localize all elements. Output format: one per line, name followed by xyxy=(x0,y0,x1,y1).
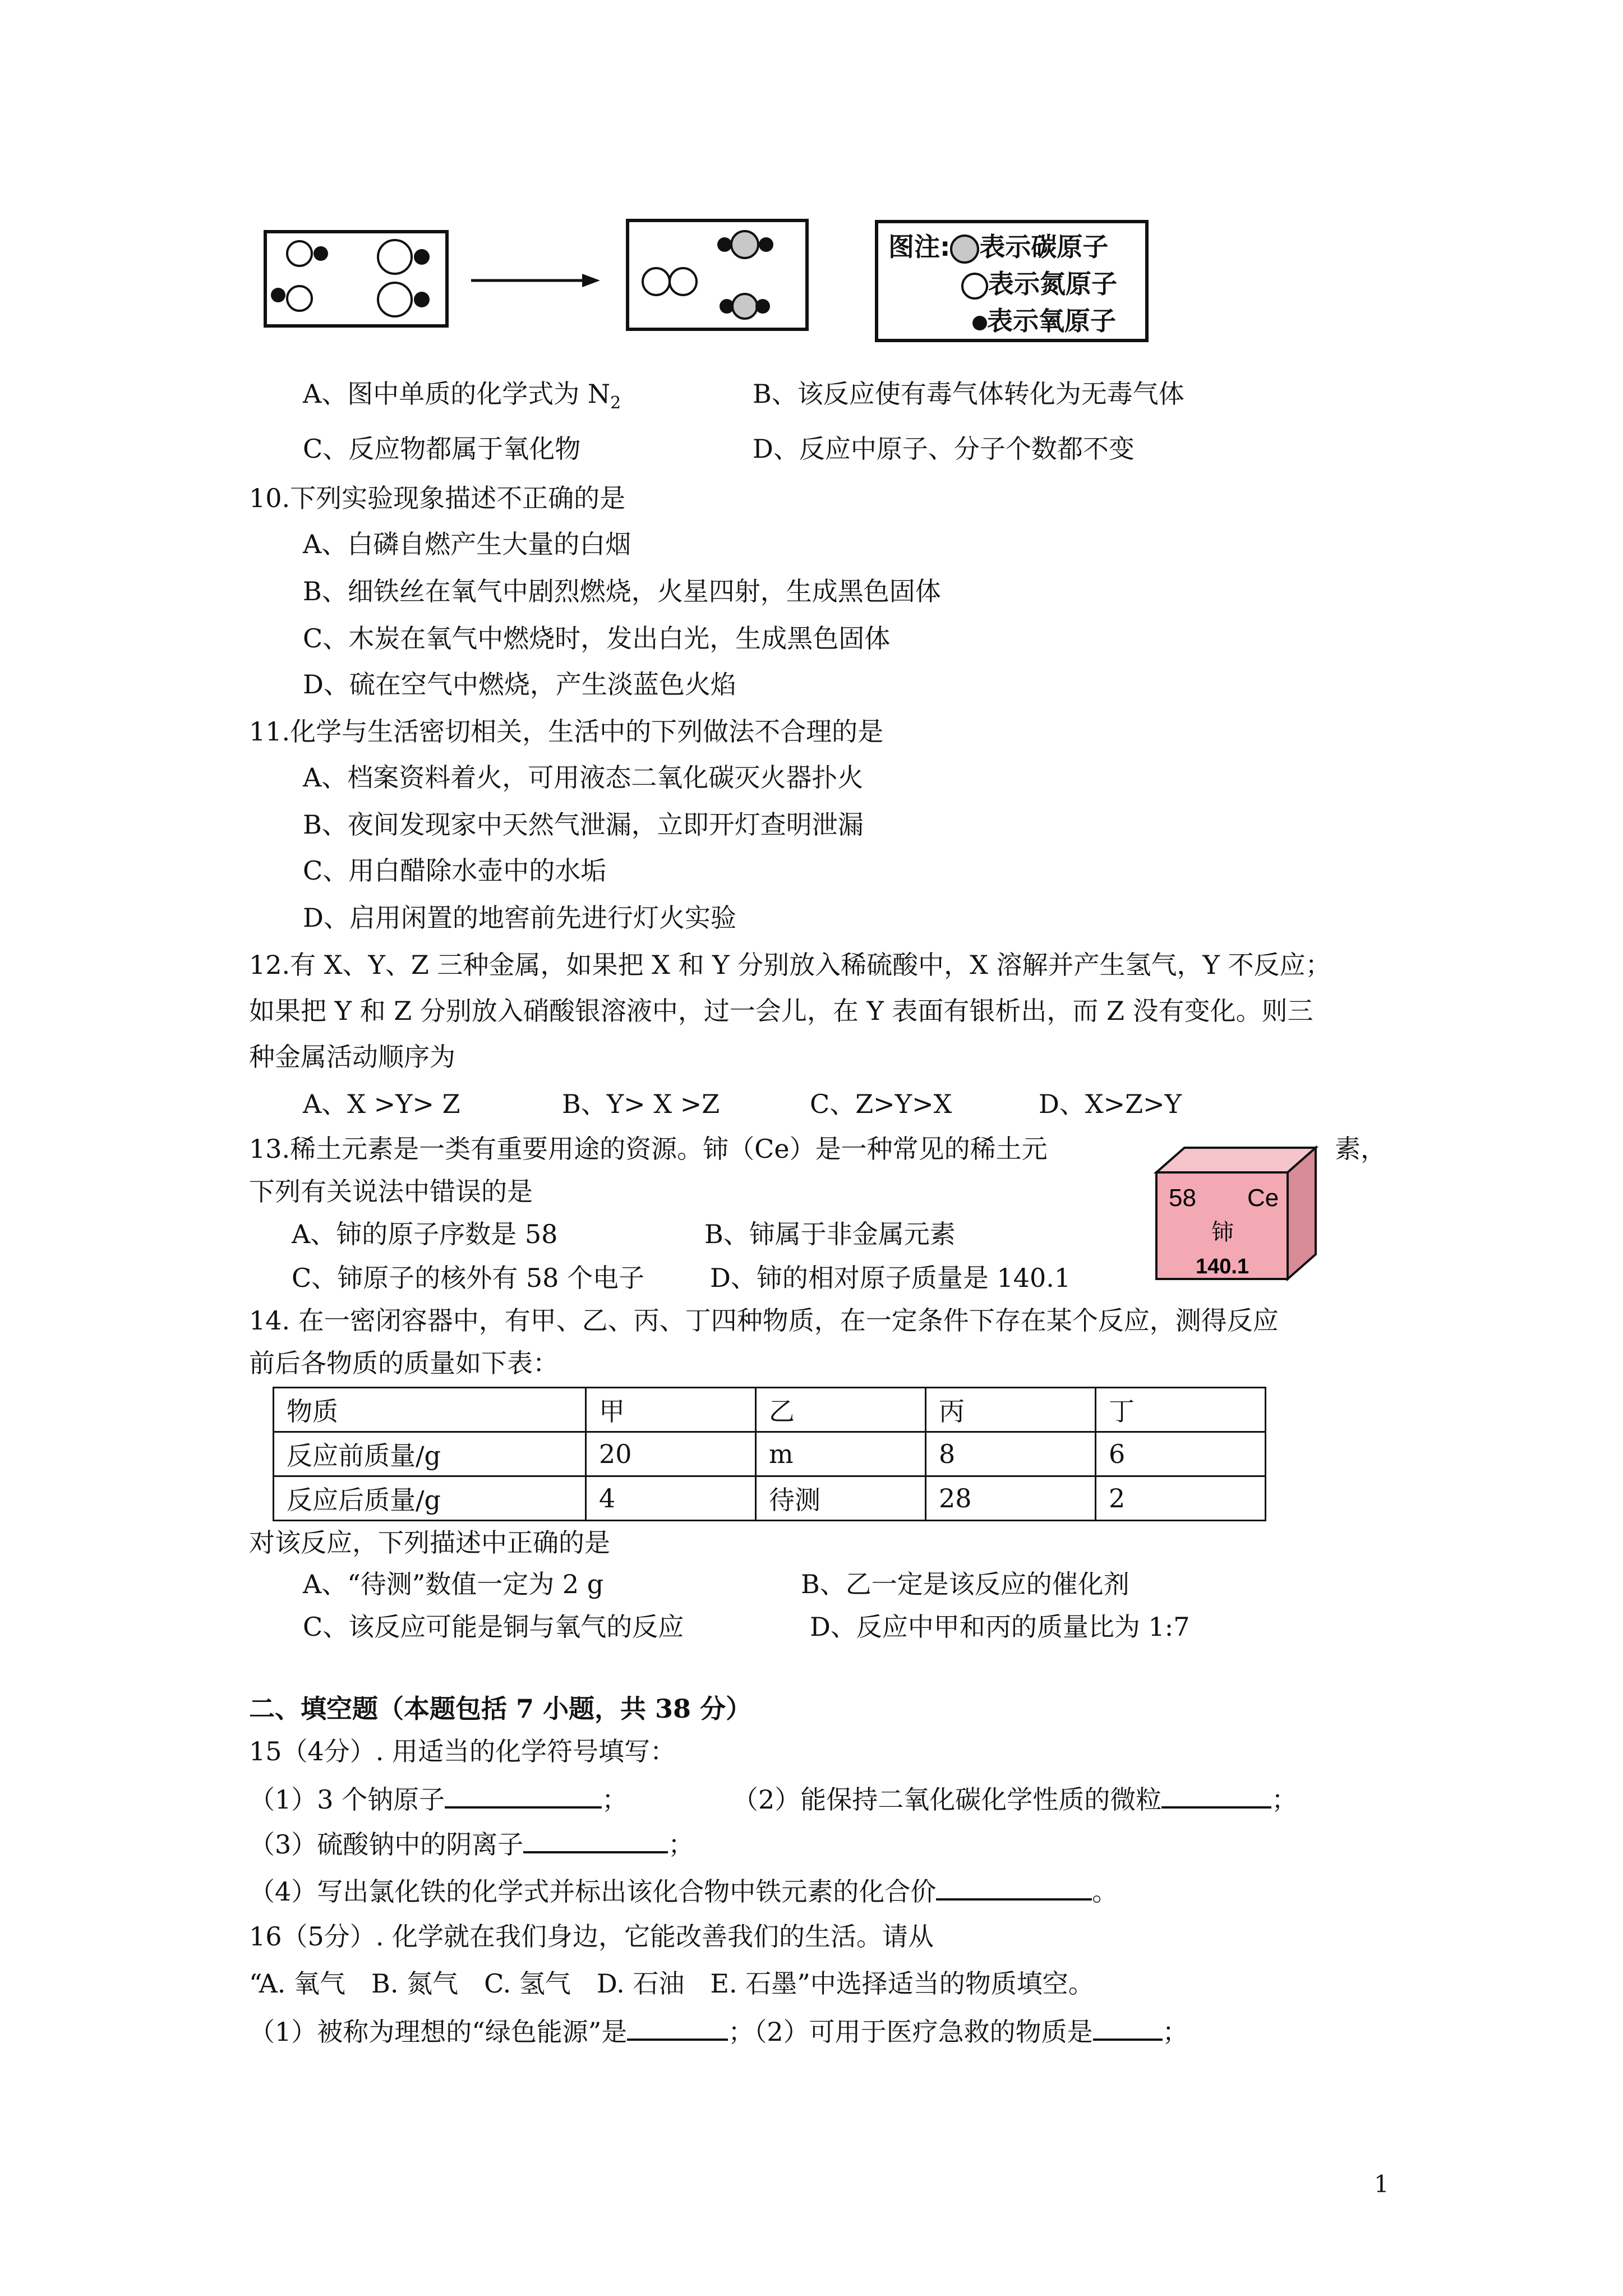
table-cell: 待测 xyxy=(756,1476,926,1521)
reactant-box xyxy=(264,230,449,328)
table-header-cell: 物质 xyxy=(274,1388,586,1432)
oxygen-atom xyxy=(414,249,430,265)
q13-line-1: 13.稀土元素是一类有重要用途的资源。铈（Ce）是一种常见的稀土元 xyxy=(249,1134,1048,1164)
legend-nitrogen: 表示氮原子 xyxy=(988,269,1117,299)
q13-option-c: C、铈原子的核外有 58 个电子 xyxy=(292,1263,644,1293)
answer-blank[interactable] xyxy=(1161,1782,1271,1809)
legend-carbon: 表示碳原子 xyxy=(979,232,1109,262)
q14-line-2: 前后各物质的质量如下表： xyxy=(249,1348,559,1378)
answer-blank[interactable] xyxy=(523,1826,668,1853)
q11-option-b: B、夜间发现家中天然气泄漏，立即开灯查明泄漏 xyxy=(303,809,864,840)
nitrogen-atom xyxy=(287,241,312,266)
oxygen-atom xyxy=(759,237,773,252)
carbon-atom-icon xyxy=(950,234,979,264)
oxygen-atom-icon xyxy=(972,316,987,330)
tile-atomic-number: 58 xyxy=(1169,1184,1196,1212)
oxygen-atom xyxy=(717,237,732,252)
section-2-title: 二、填空题（本题包括 7 小题，共 38 分） xyxy=(249,1694,752,1724)
tile-name: 铈 xyxy=(1211,1220,1234,1245)
oxygen-atom xyxy=(313,246,328,261)
nitrogen-atom-icon xyxy=(961,273,988,300)
tile-side-face xyxy=(1288,1148,1316,1279)
q12-option-c: C、Z>Y>X xyxy=(810,1089,952,1119)
q9-option-c: C、反应物都属于氧化物 xyxy=(303,434,581,464)
table-cell: 2 xyxy=(1096,1476,1266,1521)
table-cell: 20 xyxy=(586,1432,756,1476)
nitrogen-atom xyxy=(643,268,670,295)
table-header-cell: 甲 xyxy=(586,1388,756,1432)
oxygen-atom xyxy=(414,292,430,307)
table-cell: 8 xyxy=(926,1432,1096,1476)
answer-blank[interactable] xyxy=(1093,2014,1163,2041)
table-cell: 反应前质量/g xyxy=(274,1432,586,1476)
q9-option-a: A、图中单质的化学式为 $N_2$ xyxy=(303,379,621,413)
q13-option-d: D、铈的相对原子质量是 140.1 xyxy=(710,1263,1071,1293)
q10-option-a: A、白磷自燃产生大量的白烟 xyxy=(303,529,631,559)
table-header-cell: 丙 xyxy=(926,1388,1096,1432)
q11-stem: 11.化学与生活密切相关，生活中的下列做法不合理的是 xyxy=(249,716,884,747)
oxygen-atom xyxy=(271,288,285,302)
q14-stem: 对该反应，下列描述中正确的是 xyxy=(249,1527,610,1558)
tile-atomic-mass: 140.1 xyxy=(1196,1255,1249,1278)
q15-part-2: （2）能保持二氧化碳化学性质的微粒 ； xyxy=(732,1782,1297,1816)
nitrogen-atom xyxy=(378,283,412,316)
mass-table xyxy=(273,1387,1266,1521)
table-cell: 28 xyxy=(926,1476,1096,1521)
q14-option-d: D、反应中甲和丙的质量比为 1:7 xyxy=(810,1612,1190,1642)
reactant-molecules xyxy=(267,233,445,324)
table-cell: m xyxy=(756,1432,926,1476)
cerium-element-tile xyxy=(1153,1144,1321,1285)
q10-option-d: D、硫在空气中燃烧，产生淡蓝色火焰 xyxy=(303,669,736,700)
answer-blank[interactable] xyxy=(445,1782,602,1809)
q12-option-d: D、X>Z>Y xyxy=(1039,1089,1182,1119)
q12-option-b: B、Y> X >Z xyxy=(562,1089,720,1119)
nitrogen-atom xyxy=(670,268,697,295)
q14-option-a: A、“待测”数值一定为 2 g xyxy=(303,1569,604,1599)
page-number: 1 xyxy=(1374,2170,1389,2198)
oxygen-atom xyxy=(755,299,770,314)
q10-option-b: B、细铁丝在氧气中剧烈燃烧，火星四射，生成黑色固体 xyxy=(303,576,941,606)
q10-option-c: C、木炭在氧气中燃烧时，发出白光，生成黑色固体 xyxy=(303,623,891,654)
q13-option-a: A、铈的原子序数是 58 xyxy=(292,1219,558,1249)
answer-blank[interactable] xyxy=(936,1874,1092,1901)
q13-line-1-end: 素， xyxy=(1335,1134,1386,1164)
product-molecules xyxy=(629,222,805,328)
q15-stem: 15（4分）. 用适当的化学符号填写： xyxy=(249,1736,676,1766)
answer-blank[interactable] xyxy=(627,2014,728,2041)
table-cell: 4 xyxy=(586,1476,756,1521)
q16-part-1: （1）被称为理想的“绿色能源”是 ；（2）可用于医疗急救的物质是 ； xyxy=(249,2014,1188,2049)
q12-line-3: 种金属活动顺序为 xyxy=(249,1042,455,1072)
table-cell: 6 xyxy=(1096,1432,1266,1476)
q15-part-3: （3）硫酸钠中的阴离子 ； xyxy=(249,1826,694,1861)
q13-option-b: B、铈属于非金属元素 xyxy=(704,1219,956,1249)
table-cell: 反应后质量/g xyxy=(274,1476,586,1521)
q11-option-d: D、启用闲置的地窖前先进行灯火实验 xyxy=(303,903,736,933)
diagram-legend xyxy=(875,220,1149,342)
nitrogen-atom xyxy=(287,286,312,311)
nitrogen-atom xyxy=(378,240,412,274)
q13-line-2: 下列有关说法中错误的是 xyxy=(249,1176,533,1207)
legend-oxygen: 表示氧原子 xyxy=(987,306,1116,336)
q9-option-d: D、反应中原子、分子个数都不变 xyxy=(753,434,1135,464)
carbon-atom xyxy=(731,231,758,258)
legend-title: 图注: xyxy=(888,232,951,262)
q16-options: “A. 氧气 B. 氮气 C. 氢气 D. 石油 E. 石墨”中选择适当的物质填空。 xyxy=(249,1968,1094,1999)
table-header-cell: 丁 xyxy=(1096,1388,1266,1432)
q14-line-1: 14. 在一密闭容器中，有甲、乙、丙、丁四种物质，在一定条件下存在某个反应，测得反应 xyxy=(249,1305,1279,1336)
table-header-cell: 乙 xyxy=(756,1388,926,1432)
q11-option-c: C、用白醋除水壶中的水垢 xyxy=(303,855,607,886)
q14-option-b: B、乙一定是该反应的催化剂 xyxy=(801,1569,1129,1599)
q16-stem: 16（5分）. 化学就在我们身边，它能改善我们的生活。请从 xyxy=(249,1921,934,1952)
carbon-atom xyxy=(732,294,757,319)
table-header-row xyxy=(274,1388,1266,1432)
reaction-arrow xyxy=(471,269,600,292)
table-row xyxy=(274,1476,1266,1521)
q9-option-b: B、该反应使有毒气体转化为无毒气体 xyxy=(753,379,1184,409)
q14-option-c: C、该反应可能是铜与氧气的反应 xyxy=(303,1612,684,1642)
q12-line-1: 12.有 X、Y、Z 三种金属，如果把 X 和 Y 分别放入稀硫酸中，X 溶解并产生氢气，Y 不反应； xyxy=(249,950,1331,980)
q12-line-2: 如果把 Y 和 Z 分别放入硝酸银溶液中，过一会儿，在 Y 表面有银析出，而 Z 没有变化。则三 xyxy=(249,996,1313,1026)
table-row xyxy=(274,1432,1266,1476)
q12-option-a: A、X >Y> Z xyxy=(303,1089,460,1119)
product-box xyxy=(626,219,809,331)
tile-symbol: Ce xyxy=(1247,1184,1279,1212)
q15-part-1: （1）3 个钠原子 ； xyxy=(249,1782,628,1816)
q15-part-4: （4）写出氯化铁的化学式并标出该化合物中铁元素的化合价 。 xyxy=(249,1874,1118,1908)
q10-stem: 10.下列实验现象描述不正确的是 xyxy=(249,483,626,513)
q11-option-a: A、档案资料着火，可用液态二氧化碳灭火器扑火 xyxy=(303,762,864,793)
